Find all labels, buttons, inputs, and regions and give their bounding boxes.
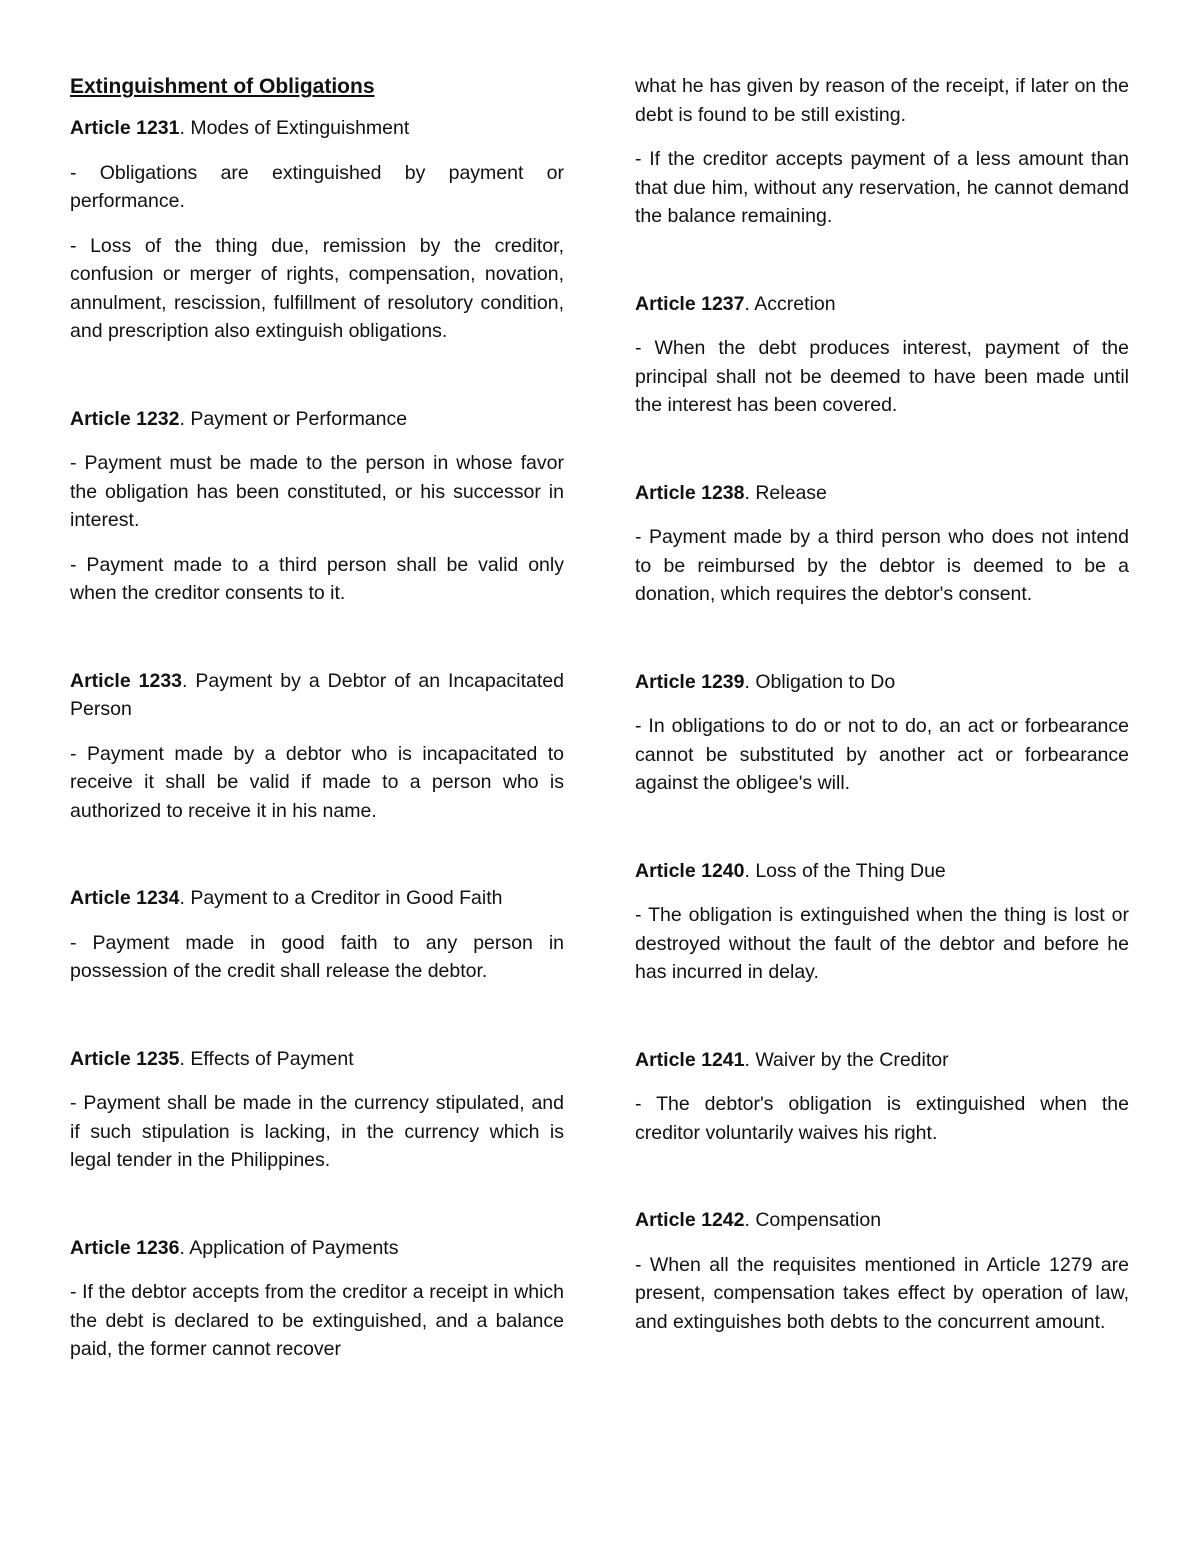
article-number: Article 1233 — [70, 669, 183, 692]
article-1236 — [70, 1234, 564, 1364]
article-title: . Obligation to Do — [744, 670, 896, 693]
article-title: . Payment or Performance — [179, 407, 408, 430]
article-title: . Compensation — [744, 1209, 882, 1231]
article-1241 — [635, 1046, 1129, 1148]
article-paragraph: - The debtor's obligation is extinguished when the creditor voluntarily waives his right. — [635, 1093, 1129, 1144]
article-number: Article 1240 — [635, 859, 745, 882]
article-number: Article 1235 — [70, 1047, 180, 1070]
article-number: Article 1234 — [70, 887, 180, 909]
article-paragraph: - Loss of the thing due, remission by the creditor, confusion or merger of rights, compensation, novation, annulment, rescission, fulfillment of resolutory condition, and prescription also extinguish obligations. — [70, 234, 564, 342]
article-number: Article 1238 — [635, 481, 745, 504]
article-title: . Modes of Extinguishment — [179, 117, 410, 139]
article-title: . Payment to a Creditor in Good Faith — [179, 887, 503, 909]
article-heading — [635, 668, 1129, 697]
article-paragraph: - Obligations are extinguished by payment or performance. — [70, 161, 564, 212]
article-heading — [635, 290, 1129, 319]
article-number: Article 1239 — [635, 670, 745, 693]
article-title: . Payment by a Debtor of an Incapacitated Person — [70, 669, 564, 720]
article-paragraph: - When all the requisites mentioned in Article 1279 are present, compensation takes effect by operation of law, and extinguishes both debts to the concurrent amount. — [635, 1253, 1129, 1333]
article-title: . Release — [744, 481, 827, 504]
article-number: Article 1231 — [70, 117, 180, 139]
article-paragraph: - Payment must be made to the person in whose favor the obligation has been constituted, or his successor in interest. — [70, 452, 564, 531]
article-paragraph: - Payment made by a debtor who is incapacitated to receive it shall be valid if made to a person who is authorized to receive it in his name. — [70, 742, 564, 822]
article-title: . Application of Payments — [179, 1236, 399, 1259]
article-title: . Loss of the Thing Due — [744, 859, 946, 882]
left-column — [70, 72, 564, 1380]
article-title: . Effects of Payment — [179, 1047, 354, 1070]
article-1237 — [635, 290, 1129, 420]
article-paragraph: - When the debt produces interest, payment of the principal shall not be deemed to have been made until the interest has been covered. — [635, 337, 1129, 416]
article-1234 — [70, 884, 564, 986]
article-1238 — [635, 479, 1129, 609]
article-number: Article 1242 — [635, 1209, 745, 1231]
article-1240 — [635, 857, 1129, 987]
article-1233 — [70, 667, 564, 826]
article-heading — [635, 857, 1129, 886]
article-number: Article 1236 — [70, 1236, 180, 1259]
article-heading — [635, 1046, 1129, 1075]
continuation-paragraph: what he has given by reason of the receipt, if later on the debt is found to be still existing. — [635, 75, 1129, 126]
article-heading — [70, 884, 564, 913]
article-1235 — [70, 1045, 564, 1175]
article-paragraph: - The obligation is extinguished when the thing is lost or destroyed without the fault of the debtor and before he has incurred in delay. — [635, 904, 1129, 983]
article-title: . Waiver by the Creditor — [744, 1048, 949, 1071]
article-1239 — [635, 668, 1129, 798]
continuation-paragraph: - If the creditor accepts payment of a less amount than that due him, without any reservation, he cannot demand the balance remaining. — [635, 148, 1129, 227]
article-paragraph: - Payment made to a third person shall be valid only when the creditor consents to it. — [70, 553, 564, 604]
article-heading — [70, 114, 564, 143]
article-heading — [70, 1045, 564, 1074]
article-paragraph: - Payment made in good faith to any person in possession of the credit shall release the debtor. — [70, 931, 564, 982]
article-paragraph: - In obligations to do or not to do, an act or forbearance cannot be substituted by another act or forbearance against the obligee's will. — [635, 715, 1129, 794]
article-heading — [70, 1234, 564, 1263]
right-column — [635, 72, 1129, 1352]
article-1231 — [70, 114, 564, 346]
article-number: Article 1237 — [635, 292, 745, 315]
article-number: Article 1232 — [70, 407, 180, 430]
article-1232 — [70, 405, 564, 608]
article-title: . Accretion — [744, 292, 836, 315]
article-heading — [635, 479, 1129, 508]
article-number: Article 1241 — [635, 1048, 745, 1071]
article-paragraph: - If the debtor accepts from the creditor a receipt in which the debt is declared to be extinguished, and a balance paid, the former cannot recover — [70, 1281, 564, 1360]
article-paragraph: - Payment made by a third person who does not intend to be reimbursed by the debtor is deemed to be a donation, which requires the debtor's consent. — [635, 526, 1129, 605]
article-heading — [70, 405, 564, 434]
document-title: Extinguishment of Obligations — [70, 75, 375, 98]
article-heading — [70, 667, 564, 724]
article-heading — [635, 1206, 1129, 1235]
article-1242 — [635, 1206, 1129, 1336]
article-paragraph: - Payment shall be made in the currency stipulated, and if such stipulation is lacking, in the currency which is legal tender in the Philippines. — [70, 1092, 564, 1171]
